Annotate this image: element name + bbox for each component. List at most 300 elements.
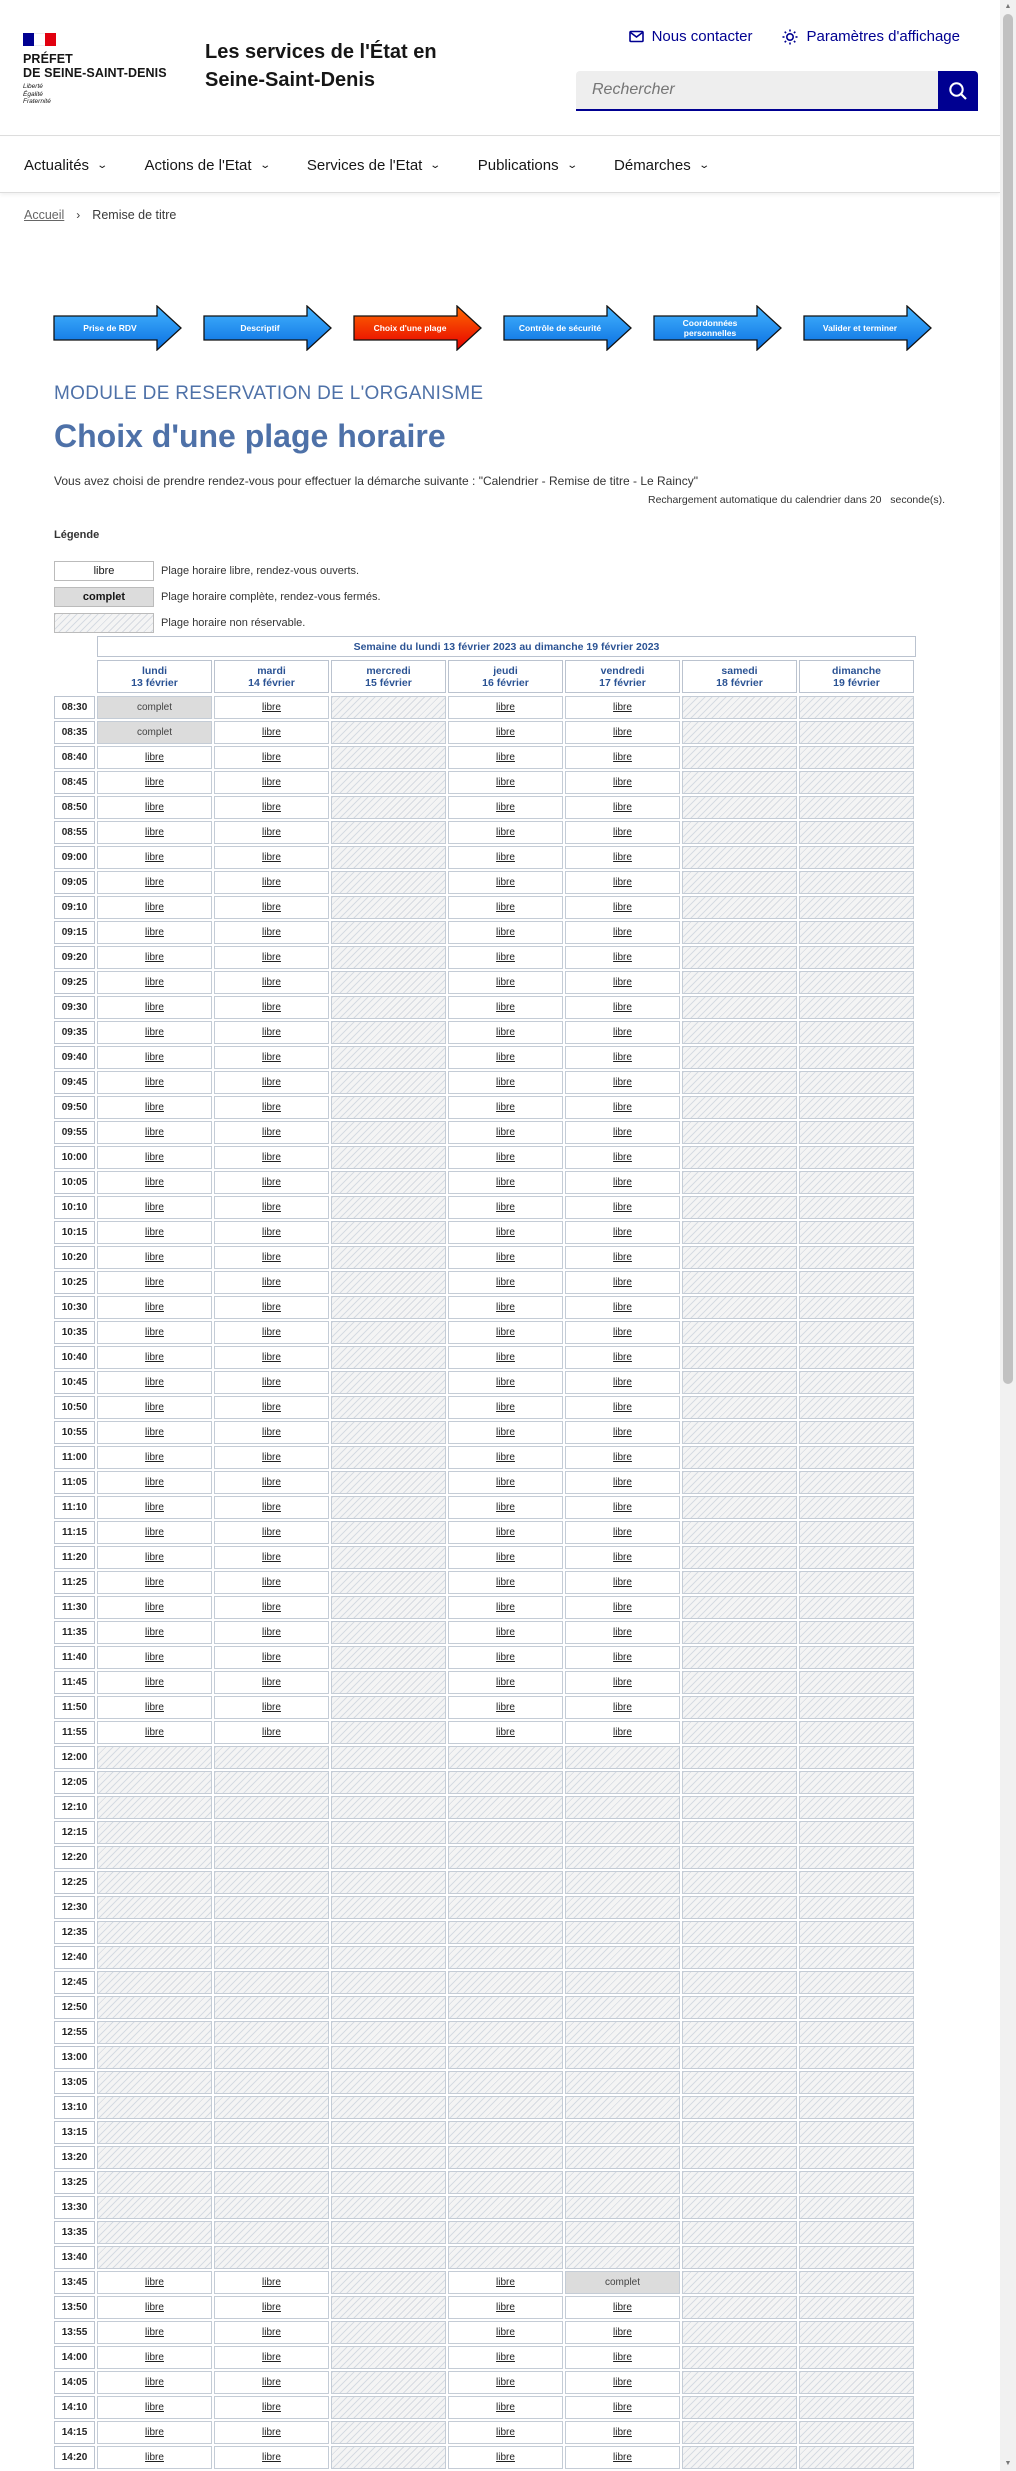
slot-free-link[interactable]: libre	[448, 1596, 563, 1619]
slot-free-link[interactable]: libre	[214, 746, 329, 769]
slot-free-link[interactable]: libre	[97, 846, 212, 869]
slot-free-link[interactable]: libre	[565, 1546, 680, 1569]
slot-free-link[interactable]: libre	[214, 1446, 329, 1469]
slot-free-link[interactable]: libre	[214, 921, 329, 944]
slot-free-link[interactable]: libre	[97, 2346, 212, 2369]
slot-free-link[interactable]: libre	[448, 1321, 563, 1344]
slot-free-link[interactable]: libre	[214, 846, 329, 869]
slot-unavailable	[331, 1171, 446, 1194]
slot-unavailable	[682, 746, 797, 769]
time-label: 12:40	[54, 1946, 95, 1969]
slot-free-link[interactable]: libre	[214, 1171, 329, 1194]
slot-free-link[interactable]: libre	[565, 721, 680, 744]
slot-free-link[interactable]: libre	[97, 1396, 212, 1419]
slot-free-link[interactable]: libre	[97, 746, 212, 769]
slot-free-link[interactable]: libre	[448, 921, 563, 944]
slot-free-link[interactable]: libre	[565, 2321, 680, 2344]
slot-free-link[interactable]: libre	[565, 1121, 680, 1144]
slot-free-link[interactable]: libre	[97, 871, 212, 894]
slot-free-link[interactable]: libre	[214, 2446, 329, 2469]
slot-free-link[interactable]: libre	[97, 1096, 212, 1119]
slot-free-link[interactable]: libre	[448, 2321, 563, 2344]
contact-link[interactable]	[629, 28, 753, 45]
slot-unavailable	[214, 1771, 329, 1794]
slot-free-link[interactable]: libre	[97, 896, 212, 919]
time-row	[54, 1721, 916, 1744]
slot-free-link[interactable]: libre	[448, 2396, 563, 2419]
slot-free-link[interactable]: libre	[448, 1421, 563, 1444]
time-label: 13:30	[54, 2196, 95, 2219]
time-label: 11:10	[54, 1496, 95, 1519]
slot-free-link[interactable]: libre	[565, 1346, 680, 1369]
slot-free-link[interactable]: libre	[97, 1321, 212, 1344]
page-scrollbar[interactable]	[1000, 0, 1016, 2471]
slot-free-link[interactable]: libre	[565, 796, 680, 819]
slot-free-link[interactable]: libre	[97, 1196, 212, 1219]
slot-free-link[interactable]: libre	[565, 1646, 680, 1669]
time-row	[54, 1046, 916, 1069]
slot-free-link[interactable]: libre	[97, 946, 212, 969]
nav-item-label: Démarches	[614, 156, 691, 174]
slot-free-link[interactable]: libre	[565, 1521, 680, 1544]
slot-unavailable	[97, 2046, 212, 2069]
slot-free-link[interactable]: libre	[448, 2446, 563, 2469]
slot-free-link[interactable]: libre	[448, 1471, 563, 1494]
slot-unavailable	[682, 1146, 797, 1169]
slot-free-link[interactable]: libre	[214, 1371, 329, 1394]
time-row	[54, 1571, 916, 1594]
slot-free-link[interactable]: libre	[214, 1046, 329, 1069]
time-label: 09:20	[54, 946, 95, 969]
slot-unavailable	[448, 1871, 563, 1894]
slot-free-link[interactable]: libre	[97, 1721, 212, 1744]
slot-free-link[interactable]: libre	[214, 1321, 329, 1344]
slot-free-link[interactable]: libre	[448, 1721, 563, 1744]
time-label: 12:50	[54, 1996, 95, 2019]
slot-free-link[interactable]: libre	[448, 1521, 563, 1544]
slot-free-link[interactable]: libre	[214, 1146, 329, 1169]
slot-free-link[interactable]: libre	[97, 821, 212, 844]
slot-free-link[interactable]: libre	[565, 896, 680, 919]
slot-free-link[interactable]: libre	[214, 1646, 329, 1669]
slot-free-link[interactable]: libre	[214, 1346, 329, 1369]
slot-free-link[interactable]: libre	[97, 1121, 212, 1144]
slot-free-link[interactable]: libre	[448, 821, 563, 844]
slot-free-link[interactable]: libre	[97, 1021, 212, 1044]
slot-unavailable	[448, 2021, 563, 2044]
step-label: Prise de RDV	[83, 323, 137, 333]
slot-free-link[interactable]: libre	[214, 971, 329, 994]
slot-free-link[interactable]: libre	[565, 921, 680, 944]
slot-free-link[interactable]: libre	[565, 1496, 680, 1519]
time-row	[54, 1771, 916, 1794]
nav-item-publications[interactable]	[478, 137, 576, 193]
slot-unavailable	[682, 771, 797, 794]
legend-free-box: libre	[54, 561, 154, 581]
slot-free-link[interactable]: libre	[97, 921, 212, 944]
slot-free-link[interactable]: libre	[97, 1646, 212, 1669]
breadcrumb-home-link[interactable]: Accueil	[24, 208, 65, 222]
slot-free-link[interactable]: libre	[565, 1421, 680, 1444]
slot-free-link[interactable]: libre	[97, 1671, 212, 1694]
day-headers	[97, 660, 916, 693]
slot-unavailable	[682, 1821, 797, 1844]
slot-unavailable	[214, 2121, 329, 2144]
slot-free-link[interactable]: libre	[97, 1471, 212, 1494]
slot-free-link[interactable]: libre	[565, 2346, 680, 2369]
slot-free-link[interactable]: libre	[448, 1296, 563, 1319]
slot-unavailable	[331, 1796, 446, 1819]
slot-free-link[interactable]: libre	[448, 1371, 563, 1394]
slot-free-link[interactable]: libre	[97, 1496, 212, 1519]
slot-free-link[interactable]: libre	[448, 1071, 563, 1094]
slot-unavailable	[799, 1646, 914, 1669]
slot-free-link[interactable]: libre	[448, 2421, 563, 2444]
slot-free-link[interactable]: libre	[214, 996, 329, 1019]
slot-unavailable	[97, 1846, 212, 1869]
slot-free-link[interactable]: libre	[214, 1421, 329, 1444]
slot-unavailable	[331, 1071, 446, 1094]
slot-free-link[interactable]: libre	[214, 2321, 329, 2344]
slot-free-link[interactable]: libre	[97, 2321, 212, 2344]
slot-unavailable	[682, 1096, 797, 1119]
slot-free-link[interactable]: libre	[97, 2446, 212, 2469]
slot-free-link[interactable]: libre	[214, 696, 329, 719]
slot-free-link[interactable]: libre	[448, 1146, 563, 1169]
slot-free-link[interactable]: libre	[565, 1221, 680, 1244]
slot-free-link[interactable]: libre	[565, 971, 680, 994]
slot-unavailable	[799, 1971, 914, 1994]
slot-unavailable	[331, 746, 446, 769]
slot-free-link[interactable]: libre	[565, 1071, 680, 1094]
time-row	[54, 2071, 916, 2094]
slot-free-link[interactable]: libre	[448, 1646, 563, 1669]
slot-unavailable	[214, 2171, 329, 2194]
slot-free-link[interactable]: libre	[97, 1296, 212, 1319]
slot-free-link[interactable]: libre	[565, 2446, 680, 2469]
slot-free-link[interactable]: libre	[565, 1246, 680, 1269]
slot-unavailable	[682, 1296, 797, 1319]
slot-free-link[interactable]: libre	[214, 2396, 329, 2419]
slot-unavailable	[682, 2421, 797, 2444]
slot-free-link[interactable]: libre	[565, 771, 680, 794]
slot-free-link[interactable]: libre	[97, 1346, 212, 1369]
slot-unavailable	[565, 2221, 680, 2244]
slot-free-link[interactable]: libre	[448, 2371, 563, 2394]
slot-free-link[interactable]: libre	[448, 2346, 563, 2369]
slot-free-link[interactable]: libre	[448, 1221, 563, 1244]
slot-free-link[interactable]: libre	[565, 946, 680, 969]
slot-free-link[interactable]: libre	[448, 796, 563, 819]
slot-free-link[interactable]: libre	[448, 1246, 563, 1269]
slot-free-link[interactable]: libre	[97, 1371, 212, 1394]
slot-free-link[interactable]: libre	[565, 2396, 680, 2419]
slot-free-link[interactable]: libre	[214, 771, 329, 794]
slot-free-link[interactable]: libre	[565, 1396, 680, 1419]
time-row	[54, 921, 916, 944]
step-2	[203, 305, 333, 351]
slot-free-link[interactable]: libre	[448, 721, 563, 744]
slot-free-link[interactable]: libre	[565, 2296, 680, 2319]
slot-free-link[interactable]: libre	[214, 821, 329, 844]
header-links	[629, 28, 960, 45]
site-title[interactable]: Les services de l'État en Seine-Saint-Denis	[205, 41, 437, 91]
slot-free-link[interactable]: libre	[565, 1596, 680, 1619]
site-header	[0, 0, 1000, 136]
slot-free-link[interactable]: libre	[448, 1271, 563, 1294]
slot-unavailable	[331, 1271, 446, 1294]
prefet-name: PRÉFET DE SEINE-SAINT-DENIS	[23, 52, 167, 80]
slot-unavailable	[214, 2221, 329, 2244]
slot-free-link[interactable]: libre	[448, 696, 563, 719]
slot-free-link[interactable]: libre	[97, 1571, 212, 1594]
slot-free-link[interactable]: libre	[448, 1546, 563, 1569]
slot-free-link[interactable]: libre	[448, 1496, 563, 1519]
slot-free-link[interactable]: libre	[565, 1171, 680, 1194]
slot-free-link[interactable]: libre	[97, 996, 212, 1019]
slot-unavailable	[448, 1771, 563, 1794]
slot-free-link[interactable]: libre	[214, 1096, 329, 1119]
slot-free-link[interactable]: libre	[214, 896, 329, 919]
slot-free-link[interactable]: libre	[448, 896, 563, 919]
slot-free-link[interactable]: libre	[214, 1196, 329, 1219]
slot-free-link[interactable]: libre	[448, 1121, 563, 1144]
slot-free-link[interactable]: libre	[448, 996, 563, 1019]
slot-unavailable	[448, 1821, 563, 1844]
slot-free-link[interactable]: libre	[214, 1246, 329, 1269]
slot-free-link[interactable]: libre	[97, 1521, 212, 1544]
display-settings-link[interactable]	[782, 28, 960, 45]
slot-free-link[interactable]: libre	[565, 1721, 680, 1744]
slot-unavailable	[214, 2071, 329, 2094]
slot-unavailable	[448, 2171, 563, 2194]
slot-free-link[interactable]: libre	[565, 1021, 680, 1044]
time-label: 10:45	[54, 1371, 95, 1394]
slot-free-link[interactable]: libre	[214, 1121, 329, 1144]
slot-free-link[interactable]: libre	[448, 971, 563, 994]
slot-free-link[interactable]: libre	[448, 1396, 563, 1419]
slot-free-link[interactable]: libre	[214, 796, 329, 819]
slot-free-link[interactable]: libre	[214, 1396, 329, 1419]
slot-free-link[interactable]: libre	[97, 1271, 212, 1294]
slot-free-link[interactable]: libre	[448, 1621, 563, 1644]
slot-unavailable	[331, 1246, 446, 1269]
slot-free-link[interactable]: libre	[565, 821, 680, 844]
slot-free-link[interactable]: libre	[97, 2271, 212, 2294]
day-name: lundi	[141, 665, 168, 677]
slot-free-link[interactable]: libre	[214, 946, 329, 969]
slot-free-link[interactable]: libre	[448, 871, 563, 894]
slot-free-link[interactable]: libre	[448, 846, 563, 869]
slot-free-link[interactable]: libre	[214, 1521, 329, 1544]
slot-free-link[interactable]: libre	[448, 1021, 563, 1044]
slot-free-link[interactable]: libre	[214, 1596, 329, 1619]
slot-free-link[interactable]: libre	[565, 1196, 680, 1219]
slot-free-link[interactable]: libre	[97, 2396, 212, 2419]
search-input[interactable]	[576, 71, 938, 111]
slot-unavailable	[682, 996, 797, 1019]
scroll-thumb[interactable]	[1003, 14, 1013, 1384]
search-button[interactable]	[938, 71, 978, 111]
slot-unavailable	[799, 2021, 914, 2044]
slot-unavailable	[565, 1996, 680, 2019]
slot-free-link[interactable]: libre	[214, 1671, 329, 1694]
slot-free-link[interactable]: libre	[565, 1096, 680, 1119]
slot-free-link[interactable]: libre	[565, 1296, 680, 1319]
slot-free-link[interactable]: libre	[97, 1246, 212, 1269]
slot-free-link[interactable]: libre	[214, 2296, 329, 2319]
slot-unavailable	[799, 1746, 914, 1769]
slot-free-link[interactable]: libre	[97, 971, 212, 994]
slot-free-link[interactable]: libre	[448, 1346, 563, 1369]
slot-unavailable	[97, 2071, 212, 2094]
slot-free-link[interactable]: libre	[97, 1046, 212, 1069]
slot-unavailable	[331, 2396, 446, 2419]
slot-unavailable	[331, 1846, 446, 1869]
slot-free-link[interactable]: libre	[565, 1671, 680, 1694]
slot-free-link[interactable]: libre	[214, 871, 329, 894]
time-label: 11:45	[54, 1671, 95, 1694]
slot-free-link[interactable]: libre	[448, 771, 563, 794]
slot-free-link[interactable]: libre	[97, 1621, 212, 1644]
slot-free-link[interactable]: libre	[448, 1046, 563, 1069]
slot-free-link[interactable]: libre	[448, 2271, 563, 2294]
slot-free-link[interactable]: libre	[97, 1421, 212, 1444]
slot-free-link[interactable]: libre	[214, 1721, 329, 1744]
slot-unavailable	[214, 2046, 329, 2069]
slot-free-link[interactable]: libre	[565, 2371, 680, 2394]
slot-free-link[interactable]: libre	[565, 846, 680, 869]
slot-free-link[interactable]: libre	[448, 1171, 563, 1194]
slot-unavailable	[799, 1421, 914, 1444]
nav-item-actions[interactable]	[144, 137, 271, 193]
slot-unavailable	[97, 1871, 212, 1894]
slot-free-link[interactable]: libre	[214, 1471, 329, 1494]
slot-free-link[interactable]: libre	[214, 1296, 329, 1319]
slot-free-link[interactable]: libre	[565, 1371, 680, 1394]
slot-free-link[interactable]: libre	[448, 1571, 563, 1594]
scroll-down-icon[interactable]: ▼	[1004, 2460, 1012, 2467]
slot-unavailable	[331, 771, 446, 794]
slot-unavailable	[799, 2446, 914, 2469]
slot-free-link[interactable]: libre	[565, 1446, 680, 1469]
slot-free-link[interactable]: libre	[214, 1221, 329, 1244]
chevron-down-icon: ⌄	[429, 159, 442, 171]
slot-free-link[interactable]: libre	[565, 1146, 680, 1169]
slot-free-link[interactable]: libre	[565, 1571, 680, 1594]
slot-free-link[interactable]: libre	[565, 746, 680, 769]
slot-free-link[interactable]: libre	[214, 1546, 329, 1569]
slot-unavailable	[331, 1896, 446, 1919]
scroll-up-icon[interactable]: ▲	[1004, 3, 1012, 10]
slot-free-link[interactable]: libre	[448, 1196, 563, 1219]
slot-free-link[interactable]: libre	[214, 1496, 329, 1519]
slot-unavailable	[799, 1796, 914, 1819]
slot-free-link[interactable]: libre	[97, 796, 212, 819]
slot-unavailable	[331, 2271, 446, 2294]
day-date: 13 février	[131, 677, 178, 689]
slot-free-link[interactable]: libre	[97, 771, 212, 794]
slot-free-link[interactable]: libre	[214, 1271, 329, 1294]
slot-free-link[interactable]: libre	[97, 1546, 212, 1569]
slot-free-link[interactable]: libre	[565, 1696, 680, 1719]
slot-free-link[interactable]: libre	[214, 2371, 329, 2394]
slot-free-link[interactable]: libre	[565, 696, 680, 719]
slot-free-link[interactable]: libre	[214, 1021, 329, 1044]
slot-free-link[interactable]: libre	[214, 1571, 329, 1594]
slot-free-link[interactable]: libre	[97, 1696, 212, 1719]
slot-free-link[interactable]: libre	[97, 2371, 212, 2394]
slot-free-link[interactable]: libre	[214, 2346, 329, 2369]
step-label: Coordonnées personnelles	[682, 318, 738, 338]
slot-unavailable	[565, 1946, 680, 1969]
nav-item-services[interactable]	[307, 137, 440, 193]
slot-free-link[interactable]: libre	[97, 1071, 212, 1094]
slot-free-link[interactable]: libre	[565, 1271, 680, 1294]
slot-free-link[interactable]: libre	[448, 1096, 563, 1119]
slot-free-link[interactable]: libre	[565, 996, 680, 1019]
slot-unavailable	[565, 1971, 680, 1994]
slot-free-link[interactable]: libre	[214, 1071, 329, 1094]
day-name: vendredi	[600, 665, 645, 677]
slot-free-link[interactable]: libre	[214, 2421, 329, 2444]
slot-unavailable	[214, 1846, 329, 1869]
slot-free-link[interactable]: libre	[565, 2421, 680, 2444]
slot-free-link[interactable]: libre	[448, 746, 563, 769]
slot-unavailable	[448, 1746, 563, 1769]
slot-free-link[interactable]: libre	[97, 1221, 212, 1244]
slot-unavailable	[799, 871, 914, 894]
slot-free-link[interactable]: libre	[565, 1621, 680, 1644]
slot-free-link[interactable]: libre	[565, 1471, 680, 1494]
slot-free-link[interactable]: libre	[214, 721, 329, 744]
slot-free-link[interactable]: libre	[97, 1596, 212, 1619]
slot-free-link[interactable]: libre	[448, 2296, 563, 2319]
slot-free-link[interactable]: libre	[214, 1696, 329, 1719]
slot-free-link[interactable]: libre	[97, 1146, 212, 1169]
slot-free-link[interactable]: libre	[97, 1171, 212, 1194]
slot-unavailable	[565, 2071, 680, 2094]
slot-unavailable	[682, 1521, 797, 1544]
slot-free-link[interactable]: libre	[448, 1696, 563, 1719]
slot-free-link[interactable]: libre	[448, 1446, 563, 1469]
slot-free-link[interactable]: libre	[565, 1321, 680, 1344]
step-3	[353, 305, 483, 351]
slot-free-link[interactable]: libre	[565, 1046, 680, 1069]
slot-free-link[interactable]: libre	[214, 2271, 329, 2294]
step-6	[803, 305, 933, 351]
slot-unavailable	[565, 2171, 680, 2194]
slot-free-link[interactable]: libre	[214, 1621, 329, 1644]
slot-free-link[interactable]: libre	[448, 1671, 563, 1694]
prefet-logo[interactable]	[23, 33, 167, 106]
legend-full	[54, 587, 381, 607]
slot-free-link[interactable]: libre	[448, 946, 563, 969]
slot-unavailable	[214, 2096, 329, 2119]
slot-free-link[interactable]: libre	[565, 871, 680, 894]
nav-item-actualites[interactable]	[24, 137, 109, 193]
step-1	[53, 305, 183, 351]
slot-unavailable	[331, 1396, 446, 1419]
nav-item-demarches[interactable]	[614, 137, 708, 193]
time-row	[54, 746, 916, 769]
slot-free-link[interactable]: libre	[97, 1446, 212, 1469]
slot-free-link[interactable]: libre	[97, 2421, 212, 2444]
sun-icon	[782, 29, 798, 45]
slot-free-link[interactable]: libre	[97, 2296, 212, 2319]
slot-unavailable	[331, 921, 446, 944]
time-row	[54, 1796, 916, 1819]
